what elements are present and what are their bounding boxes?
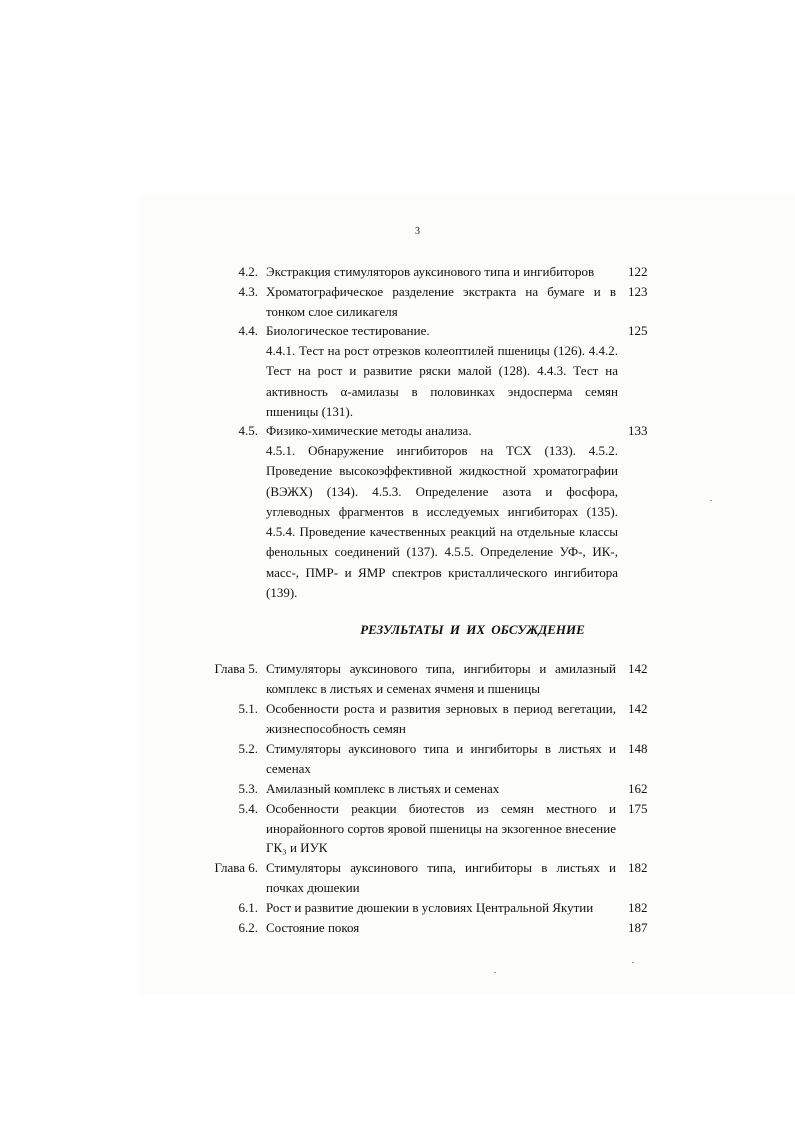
toc-entry-number: 6.1. [238, 900, 258, 915]
toc-entry-title: Биологическое тестирование. [266, 323, 430, 338]
toc-entry-title: Хроматографическое разделение экстракта на бумаге и в тонком слое силикагеля [266, 284, 616, 319]
toc-entry-number: Глава 5. [214, 661, 258, 676]
scan-speck [632, 962, 634, 963]
toc-entry-number: 5.2. [238, 741, 258, 756]
toc-entry-title: Физико-химические методы анализа. [266, 423, 472, 438]
toc-entry-number: 6.2. [238, 920, 258, 935]
scan-speck [494, 972, 496, 973]
toc-entry-page: 142 [628, 661, 648, 676]
toc-entry-number: 5.4. [238, 801, 258, 816]
toc-subsection-list: 4.4.1. Тест на рост отрезков колеоптилей пшеницы (126). 4.4.2. Тест на рост и развитие ряски малой (128). 4.4.3. Тест на активность α-амилазы в половинках эндосперма семян пшеницы (131). [266, 343, 618, 419]
toc-subsection-list: 4.5.1. Обнаружение ингибиторов на ТСХ (133). 4.5.2. Проведение высокоэффективной жидкостной хроматографии (ВЭЖХ) (134). 4.5.3. Определение азота и фосфора, углеводных фрагментов в исследуемых ингибиторах (135). 4.5.4. Проведение качественных реакций на отдельные классы фенольных соединений (137). 4.5.5. Определение УФ-, ИК-, масс-, ПМР- и ЯМР спектров кристаллического ингибитора (139). [266, 443, 618, 601]
section-heading: РЕЗУЛЬТАТЫ И ИХ ОБСУЖДЕНИЕ [360, 622, 585, 637]
toc-entry-title: Стимуляторы ауксинового типа, ингибиторы и амилазный комплекс в листьях и семенах ячменя и пшеницы [266, 661, 616, 696]
toc-entry-number: 4.3. [238, 284, 258, 299]
toc-entry-number: 5.1. [238, 701, 258, 716]
toc-entry-number: 4.4. [238, 323, 258, 338]
toc-entry-page: 133 [628, 423, 648, 438]
toc-entry-page: 122 [628, 264, 648, 279]
toc-entry-number: Глава 6. [214, 860, 258, 875]
toc-entry-page: 142 [628, 701, 648, 716]
toc-entry-page: 125 [628, 323, 648, 338]
toc-entry-number: 4.2. [238, 264, 258, 279]
toc-entry-title: Экстракция стимуляторов ауксинового типа и ингибиторов [266, 264, 595, 279]
toc-entry-page: 123 [628, 284, 648, 299]
toc-entry-title: Состояние покоя [266, 920, 360, 935]
toc-entry-page: 148 [628, 741, 648, 756]
toc-entry-page: 187 [628, 920, 648, 935]
toc-entry-page: 162 [628, 781, 648, 796]
toc-entry-title: Особенности реакции биотестов из семян местного и инорайонного сортов яровой пшеницы на экзогенное внесение ГК₃ и ИУК [266, 801, 616, 856]
toc-entry-title: Рост и развитие дюшекии в условиях Центральной Якутии [266, 900, 594, 915]
toc-entry-page: 175 [628, 801, 648, 816]
toc-entry-title: Стимуляторы ауксинового типа и ингибиторы в листьях и семенах [266, 741, 616, 776]
toc-entry-title: Особенности роста и развития зерновых в период вегетации, жизнеспособность семян [266, 701, 616, 736]
toc-entry-page: 182 [628, 860, 648, 875]
toc-entry-title: Стимуляторы ауксинового типа, ингибиторы в листьях и почках дюшекии [266, 860, 616, 895]
toc-entry-number: 4.5. [238, 423, 258, 438]
scan-speck [710, 500, 712, 501]
page-number: 3 [415, 226, 420, 237]
toc-entry-number: 5.3. [238, 781, 258, 796]
toc-entry-title: Амилазный комплекс в листьях и семенах [266, 781, 500, 796]
toc-entry-page: 182 [628, 900, 648, 915]
